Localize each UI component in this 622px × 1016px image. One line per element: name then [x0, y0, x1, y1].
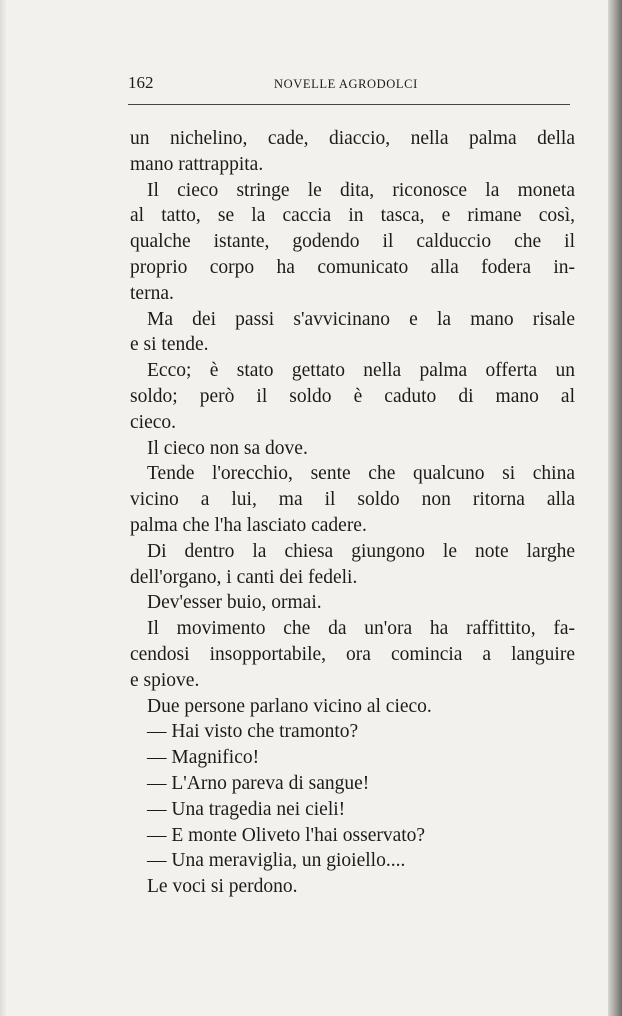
- text-line: — Una meraviglia, un gioiello....: [147, 850, 406, 872]
- header-rule: [128, 104, 570, 105]
- text-line: cieco.: [130, 411, 177, 433]
- text-line: soldo; però il soldo è caduto di mano al: [130, 385, 575, 407]
- text-line: Il cieco non sa dove.: [147, 437, 308, 459]
- text-line: proprio corpo ha comunicato alla fodera in-: [130, 256, 575, 278]
- text-line: Ecco; è stato gettato nella palma offerta un: [147, 360, 575, 382]
- text-line: qualche istante, godendo il calduccio che il: [130, 231, 575, 253]
- text-line: palma che l'ha lasciato cadere.: [130, 514, 367, 536]
- text-line: — Hai visto che tramonto?: [147, 721, 359, 743]
- text-line: al tatto, se la caccia in tasca, e rimane così,: [130, 205, 575, 227]
- text-line: Di dentro la chiesa giungono le note larghe: [147, 540, 575, 562]
- text-line: Il cieco stringe le dita, riconosce la moneta: [147, 179, 575, 201]
- running-title: NOVELLE AGRODOLCI: [274, 77, 418, 91]
- text-line: e spiove.: [130, 669, 200, 691]
- text-line: Tende l'orecchio, sente che qualcuno si china: [147, 463, 575, 485]
- page-header: [128, 70, 570, 96]
- text-line: — Una tragedia nei cieli!: [147, 798, 346, 820]
- text-line: — L'Arno pareva di sangue!: [147, 772, 370, 794]
- text-line: Il movimento che da un'ora ha raffittito, fa-: [147, 618, 575, 640]
- text-line: Ma dei passi s'avvicinano e la mano risale: [147, 308, 575, 330]
- page-number: 162: [128, 73, 154, 92]
- text-line: Due persone parlano vicino al cieco.: [147, 695, 432, 717]
- text-line: cendosi insopportabile, ora comincia a languire: [130, 643, 575, 665]
- page-right-edge-shadow: [608, 0, 622, 1016]
- page-left-edge: [0, 0, 6, 1016]
- text-line: Le voci si perdono.: [147, 876, 298, 898]
- text-line: mano rattrappita.: [130, 153, 264, 175]
- text-line: — Magnifico!: [147, 747, 260, 769]
- text-line: e si tende.: [130, 334, 209, 356]
- text-line: dell'organo, i canti dei fedeli.: [130, 566, 358, 588]
- body-text: [130, 126, 575, 900]
- text-line: — E monte Oliveto l'hai osservato?: [147, 824, 426, 846]
- text-line: terna.: [130, 282, 174, 304]
- text-line: un nichelino, cade, diaccio, nella palma della: [130, 128, 575, 149]
- text-line: vicino a lui, ma il soldo non ritorna alla: [130, 489, 575, 511]
- text-line: Dev'esser buio, ormai.: [147, 592, 322, 614]
